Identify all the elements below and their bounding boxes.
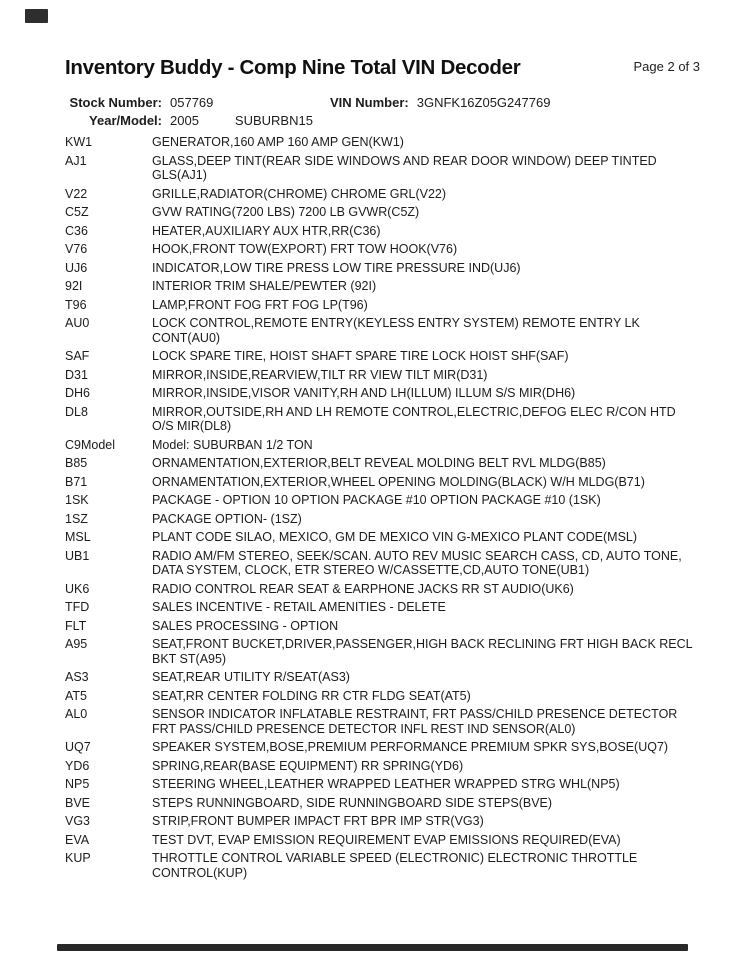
option-code: SAF (65, 349, 90, 363)
option-row (65, 205, 700, 220)
option-row (65, 298, 700, 313)
option-description: Model: SUBURBAN 1/2 TON (152, 437, 313, 452)
option-code: UK6 (65, 581, 90, 596)
option-code: UJ6 (65, 260, 88, 275)
option-description: PLANT CODE SILAO, MEXICO, GM DE MEXICO VIN G-MEXICO PLANT CODE(MSL) (152, 530, 638, 544)
option-row (65, 670, 700, 685)
option-code: BVE (65, 795, 91, 810)
option-code: D31 (65, 367, 88, 382)
option-description: HEATER,AUXILIARY AUX HTR,RR(C36) (152, 223, 381, 238)
year-value: 2005 (170, 113, 199, 128)
option-description: STRIP,FRONT BUMPER IMPACT FRT BPR IMP STR(VG3) (152, 814, 484, 828)
option-row (65, 851, 700, 880)
report-header (65, 56, 700, 80)
option-description: INTERIOR TRIM SHALE/PEWTER (92I) (152, 279, 377, 293)
option-description: RADIO AM/FM STEREO, SEEK/SCAN. AUTO REV MUSIC SEARCH CASS, CD, AUTO TONE, DATA SYSTEM, CLOCK, ETR STEREO W/CASSETTE,CD,AUTO TONE(UB1) (152, 548, 682, 577)
stock-number-value: 057769 (170, 95, 214, 110)
year-model-label: Year/Model: (89, 113, 162, 128)
option-code: C36 (65, 223, 88, 238)
option-code: KUP (65, 851, 91, 865)
option-row (65, 279, 700, 294)
option-row (65, 619, 700, 634)
option-description: SEAT,REAR UTILITY R/SEAT(AS3) (152, 670, 350, 684)
option-code: VG3 (65, 814, 91, 828)
option-code: AL0 (65, 707, 88, 721)
option-description: SENSOR INDICATOR INFLATABLE RESTRAINT, FRT PASS/CHILD PRESENCE DETECTOR FRT PASS/CHILD PRESENCE DETECTOR INFL REST IND SENSOR(AL0) (152, 707, 678, 736)
option-row (65, 187, 700, 202)
option-code: 1SK (65, 493, 89, 507)
vin-number-label: VIN Number: (330, 95, 409, 110)
option-description: HOOK,FRONT TOW(EXPORT) FRT TOW HOOK(V76) (152, 242, 458, 256)
option-code: AJ1 (65, 153, 87, 168)
option-code: C9Model (65, 437, 116, 452)
year-model-row (0, 112, 742, 130)
option-code: MSL (65, 530, 91, 544)
option-code: DL8 (65, 404, 88, 419)
option-code: AU0 (65, 316, 90, 330)
option-code: T96 (65, 297, 87, 312)
option-row (65, 600, 700, 615)
option-description: SEAT,FRONT BUCKET,DRIVER,PASSENGER,HIGH BACK RECLINING FRT HIGH BACK RECL BKT ST(A95) (152, 637, 693, 666)
option-row (65, 386, 700, 401)
option-row (65, 689, 700, 704)
scan-artifact-top-left (25, 9, 48, 23)
model-value: SUBURBN15 (234, 113, 313, 128)
option-description: PACKAGE OPTION- (1SZ) (152, 511, 302, 526)
option-description: INDICATOR,LOW TIRE PRESS LOW TIRE PRESSURE IND(UJ6) (152, 260, 521, 275)
option-row (65, 316, 700, 345)
option-description: MIRROR,INSIDE,REARVIEW,TILT RR VIEW TILT MIR(D31) (152, 367, 488, 382)
option-description: PACKAGE - OPTION 10 OPTION PACKAGE #10 OPTION PACKAGE #10 (1SK) (152, 493, 601, 507)
option-description: SPRING,REAR(BASE EQUIPMENT) RR SPRING(YD6) (152, 758, 464, 773)
page-indicator: Page 2 of 3 (633, 59, 700, 74)
option-code: 92I (65, 279, 83, 293)
option-code: V22 (65, 186, 88, 201)
option-description: ORNAMENTATION,EXTERIOR,BELT REVEAL MOLDING BELT RVL MLDG(B85) (152, 456, 606, 470)
option-row (65, 759, 700, 774)
option-row (65, 154, 700, 183)
option-row (65, 833, 700, 848)
stock-number-label: Stock Number: (69, 95, 162, 110)
option-code: C5Z (65, 205, 89, 219)
option-row (65, 242, 700, 257)
option-row (65, 512, 700, 527)
option-code: 1SZ (65, 511, 88, 526)
option-row (65, 475, 700, 490)
option-code: DH6 (65, 386, 91, 400)
scan-artifact-bottom-bar (57, 944, 688, 951)
option-description: RADIO CONTROL REAR SEAT & EARPHONE JACKS RR ST AUDIO(UK6) (152, 581, 574, 596)
option-code: UQ7 (65, 740, 91, 754)
option-code: KW1 (65, 135, 93, 149)
option-row (65, 814, 700, 829)
option-description: SPEAKER SYSTEM,BOSE,PREMIUM PERFORMANCE PREMIUM SPKR SYS,BOSE(UQ7) (152, 740, 669, 754)
option-description: STEPS RUNNINGBOARD, SIDE RUNNINGBOARD SIDE STEPS(BVE) (152, 795, 553, 810)
option-row (65, 438, 700, 453)
option-description: SEAT,RR CENTER FOLDING RR CTR FLDG SEAT(AT5) (152, 688, 471, 703)
option-row (65, 135, 700, 150)
option-row (65, 582, 700, 597)
option-description: THROTTLE CONTROL VARIABLE SPEED (ELECTRONIC) ELECTRONIC THROTTLE CONTROL(KUP) (152, 851, 638, 880)
option-description: GRILLE,RADIATOR(CHROME) CHROME GRL(V22) (152, 186, 447, 201)
option-description: GVW RATING(7200 LBS) 7200 LB GVWR(C5Z) (152, 205, 420, 219)
option-code: AS3 (65, 670, 89, 684)
option-description: LOCK CONTROL,REMOTE ENTRY(KEYLESS ENTRY SYSTEM) REMOTE ENTRY LK CONT(AU0) (152, 316, 640, 345)
option-description: STEERING WHEEL,LEATHER WRAPPED LEATHER WRAPPED STRG WHL(NP5) (152, 777, 620, 791)
option-row (65, 530, 700, 545)
option-code: A95 (65, 637, 88, 651)
option-code: V76 (65, 242, 88, 256)
option-code: EVA (65, 832, 90, 847)
option-row (65, 261, 700, 276)
option-row (65, 796, 700, 811)
option-description: SALES PROCESSING - OPTION (152, 618, 339, 633)
option-description: LAMP,FRONT FOG FRT FOG LP(T96) (152, 297, 368, 312)
option-code: FLT (65, 618, 87, 633)
option-code: B71 (65, 474, 88, 489)
option-row (65, 549, 700, 578)
page-title: Inventory Buddy - Comp Nine Total VIN Decoder (65, 56, 521, 79)
option-description: MIRROR,OUTSIDE,RH AND LH REMOTE CONTROL,ELECTRIC,DEFOG ELEC R/CON HTD O/S MIR(DL8) (152, 404, 676, 433)
option-row (65, 637, 700, 666)
option-description: TEST DVT, EVAP EMISSION REQUIREMENT EVAP EMISSIONS REQUIRED(EVA) (152, 832, 621, 847)
option-row (65, 777, 700, 792)
option-description: GLASS,DEEP TINT(REAR SIDE WINDOWS AND REAR DOOR WINDOW) DEEP TINTED GLS(AJ1) (152, 153, 657, 182)
option-description: LOCK SPARE TIRE, HOIST SHAFT SPARE TIRE LOCK HOIST SHF(SAF) (152, 349, 569, 363)
vin-group (330, 94, 550, 112)
option-code: NP5 (65, 777, 90, 791)
option-description: GENERATOR,160 AMP 160 AMP GEN(KW1) (152, 135, 404, 149)
option-code: YD6 (65, 758, 90, 773)
stock-vin-row (0, 94, 742, 112)
vehicle-info-block (0, 94, 742, 130)
option-codes-list (65, 135, 700, 884)
vin-number-value: 3GNFK16Z05G247769 (416, 95, 551, 110)
option-code: AT5 (65, 688, 87, 703)
option-code: UB1 (65, 548, 90, 563)
option-row (65, 493, 700, 508)
option-row (65, 740, 700, 755)
option-description: ORNAMENTATION,EXTERIOR,WHEEL OPENING MOLDING(BLACK) W/H MLDG(B71) (152, 474, 645, 489)
option-row (65, 707, 700, 736)
option-row (65, 456, 700, 471)
option-code: TFD (65, 600, 90, 614)
option-row (65, 224, 700, 239)
option-description: MIRROR,INSIDE,VISOR VANITY,RH AND LH(ILLUM) ILLUM S/S MIR(DH6) (152, 386, 576, 400)
option-description: SALES INCENTIVE - RETAIL AMENITIES - DELETE (152, 600, 446, 614)
option-row (65, 405, 700, 434)
option-row (65, 368, 700, 383)
option-code: B85 (65, 456, 88, 470)
option-row (65, 349, 700, 364)
